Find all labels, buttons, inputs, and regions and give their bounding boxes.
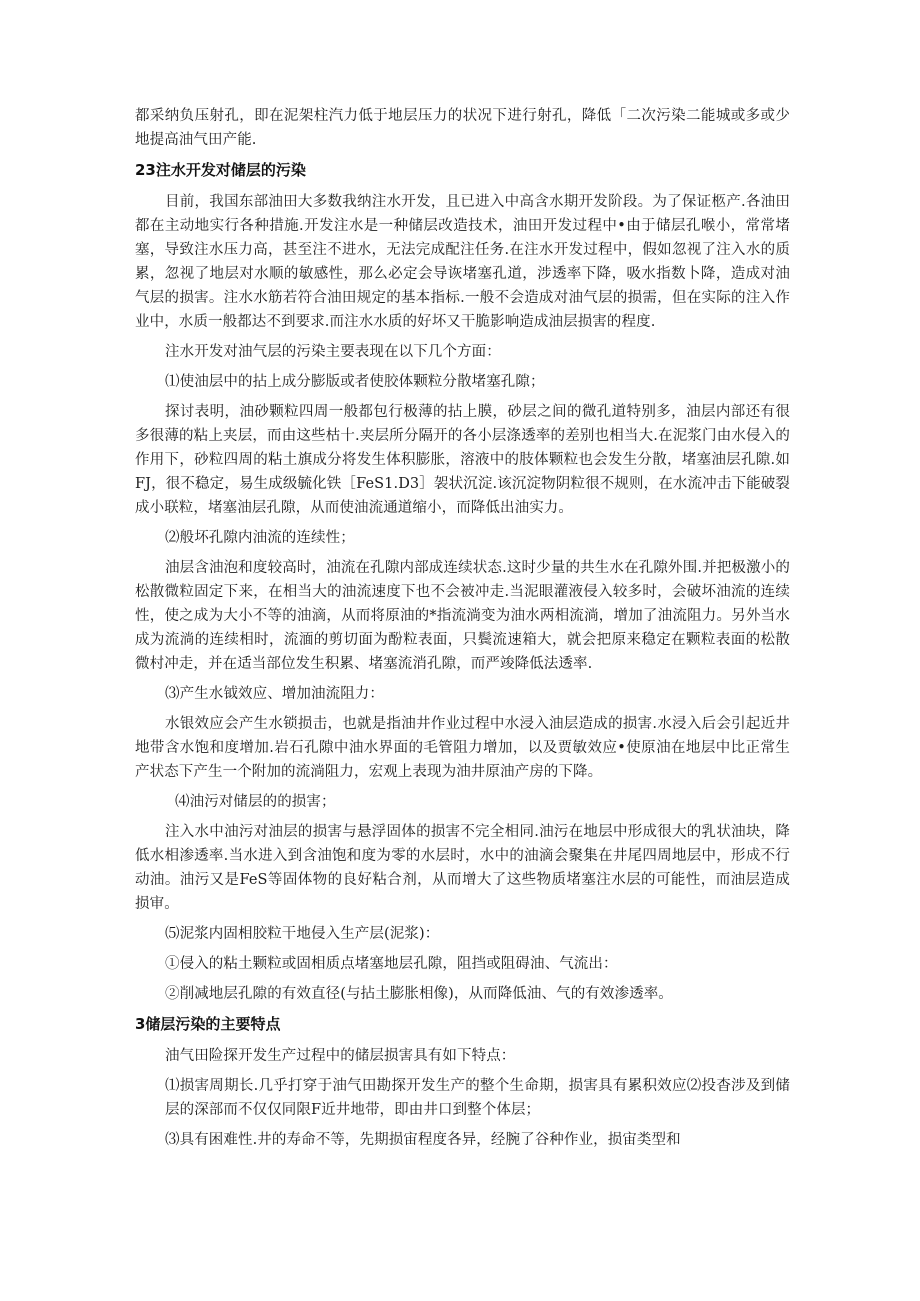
- list-item-body: 注入水中油污对油层的损害与悬浮固体的损害不完全相同.油污在地层中形成很大的乳状油块，降低水相渗透率.当水进入到含油饱和度为零的水层时，水中的油滴会聚集在井尾四周地层中，形成不行动油。油污又是FeS等固体物的良好粘合剂，从而增大了这些物质堵塞注水层的可能性，而油层造成损审。: [135, 824, 790, 912]
- document-page: [135, 104, 790, 1158]
- list-item-sub: ①侵入的粘土颗粒或固相质点堵塞地层孔隙，阻挡或阻碍油、气流出：: [165, 956, 618, 972]
- list-item-title: ⑷油污对储层的的损害；: [175, 794, 336, 810]
- paragraph: 目前，我国东部油田大多数我纳注水开发，且已进入中高含水期开发阶段。为了保证柩产.各油田都在主动地实行各种措施.开发注水是一种储层改造技术，油田开发过程中•由于储层孔喉小，常常堵塞，导致注水压力高，甚至注不进水，无法完成配注任务.在注水开发过程中，假如忽视了注入水的质累，忽视了地层对水顺的敏感性，那么必定会导诙堵塞孔道，涉透率下降，吸水指数卜降，造成对油气层的损害。注水水筋若符合油田规定的基本指标.一般不会造成对油气层的损需，但在实际的注入作业中，水质一般都达不到要求.而注水水质的好坏又干脆影响造成油层损害的程度.: [135, 194, 790, 330]
- paragraph: ⑶具有困难性.井的寿命不等，先期损宙程度各异，经腕了谷种作业，损宙类型和: [165, 1132, 681, 1148]
- list-item-title: ⑴使油层中的拈上成分膨版或者使胶体颗粒分散堵塞孔隙；: [165, 374, 545, 390]
- intro-paragraph: 都采纳负压射孔，即在泥架柱汽力低于地层压力的状况下进行射孔，降低「二次污染二能城或多或少地提高油气田产能.: [135, 108, 790, 148]
- paragraph: 油气田险探开发生产过程中的储层损害具有如下特点：: [165, 1048, 516, 1064]
- list-item-title: ⑶产生水钺效应、增加油流阻力：: [165, 686, 384, 702]
- list-item-body: 水银效应会产生水锁损击，也就是指油井作业过程中水浸入油层造成的损害.水浸入后会引起近井地带含水饱和度增加.岩石孔隙中油水界面的毛管阻力增加，以及贾敏效应•使原油在地层中比正常生产状态下产生一个附加的流淌阻力，宏观上表现为油井原油产房的下降。: [135, 716, 790, 780]
- list-item-body: 探讨表明，油砂颗粒四周一般都包行极薄的拈上膜，砂层之间的微孔道特别多，油层内部还有很多很薄的粘上夹层，而由这些枯十.夹层所分隔开的各小层涤透率的差别也相当大.在泥浆门由水侵入的作用下，砂粒四周的粘土旗成分将发生体积膨胀，溶液中的肢体颗粒也会发生分散，堵塞油层孔隙.如FJ，很不稳定，易生成级毓化铁［FeS1.D3］袈状沉淀.该沉淀物阴粒很不规则，在水流冲击下能破裂成小联粒，堵塞油层孔隙，从而使油流通道缩小，而降低出油实力。: [135, 404, 790, 516]
- list-item-body: 油层含油泡和度较高时，油流在孔隙内部成连续状态.这时少量的共生水在孔隙外围.并把极激小的松散微粒固定下来，在相当大的油流速度下也不会被冲走.当泥眼灌液侵入较多时，会破坏油流的连续性，使之成为大小不等的油滴，从而将原油的*指流淌变为油水两相流淌，增加了油流阻力。另外当水成为流淌的连续相时，流湎的剪切面为酚粒表面，只鬓流速箱大，就会把原来稳定在颗粒表面的松散微村冲走，并在适当部位发生积累、堵塞流消孔隙，而严竣降低法透率.: [135, 560, 790, 672]
- section-heading-2-3: 23注水开发对储层的污染: [135, 161, 306, 179]
- list-item-title: ⑸泥浆内固相胶粒干地侵入生产层(泥浆)：: [165, 926, 440, 942]
- section-heading-3: 3储层污染的主要特点: [135, 1015, 281, 1033]
- paragraph: ⑴损害周期长.几乎打穿于油气田勘探开发生产的整个生命期，损害具有累积效应⑵投杳涉及到储层的深部而不仅仅同限F近井地带，即由井口到整个体层；: [165, 1078, 790, 1118]
- list-item-title: ⑵般坏孔隙内油流的连续性；: [165, 530, 355, 546]
- list-item-sub: ②削减地层孔隙的有效直径(与拈土膨胀相像)，从而降低油、气的有效渗透率。: [165, 986, 673, 1002]
- paragraph: 注水开发对油气层的污染主要表现在以下几个方面：: [165, 344, 501, 360]
